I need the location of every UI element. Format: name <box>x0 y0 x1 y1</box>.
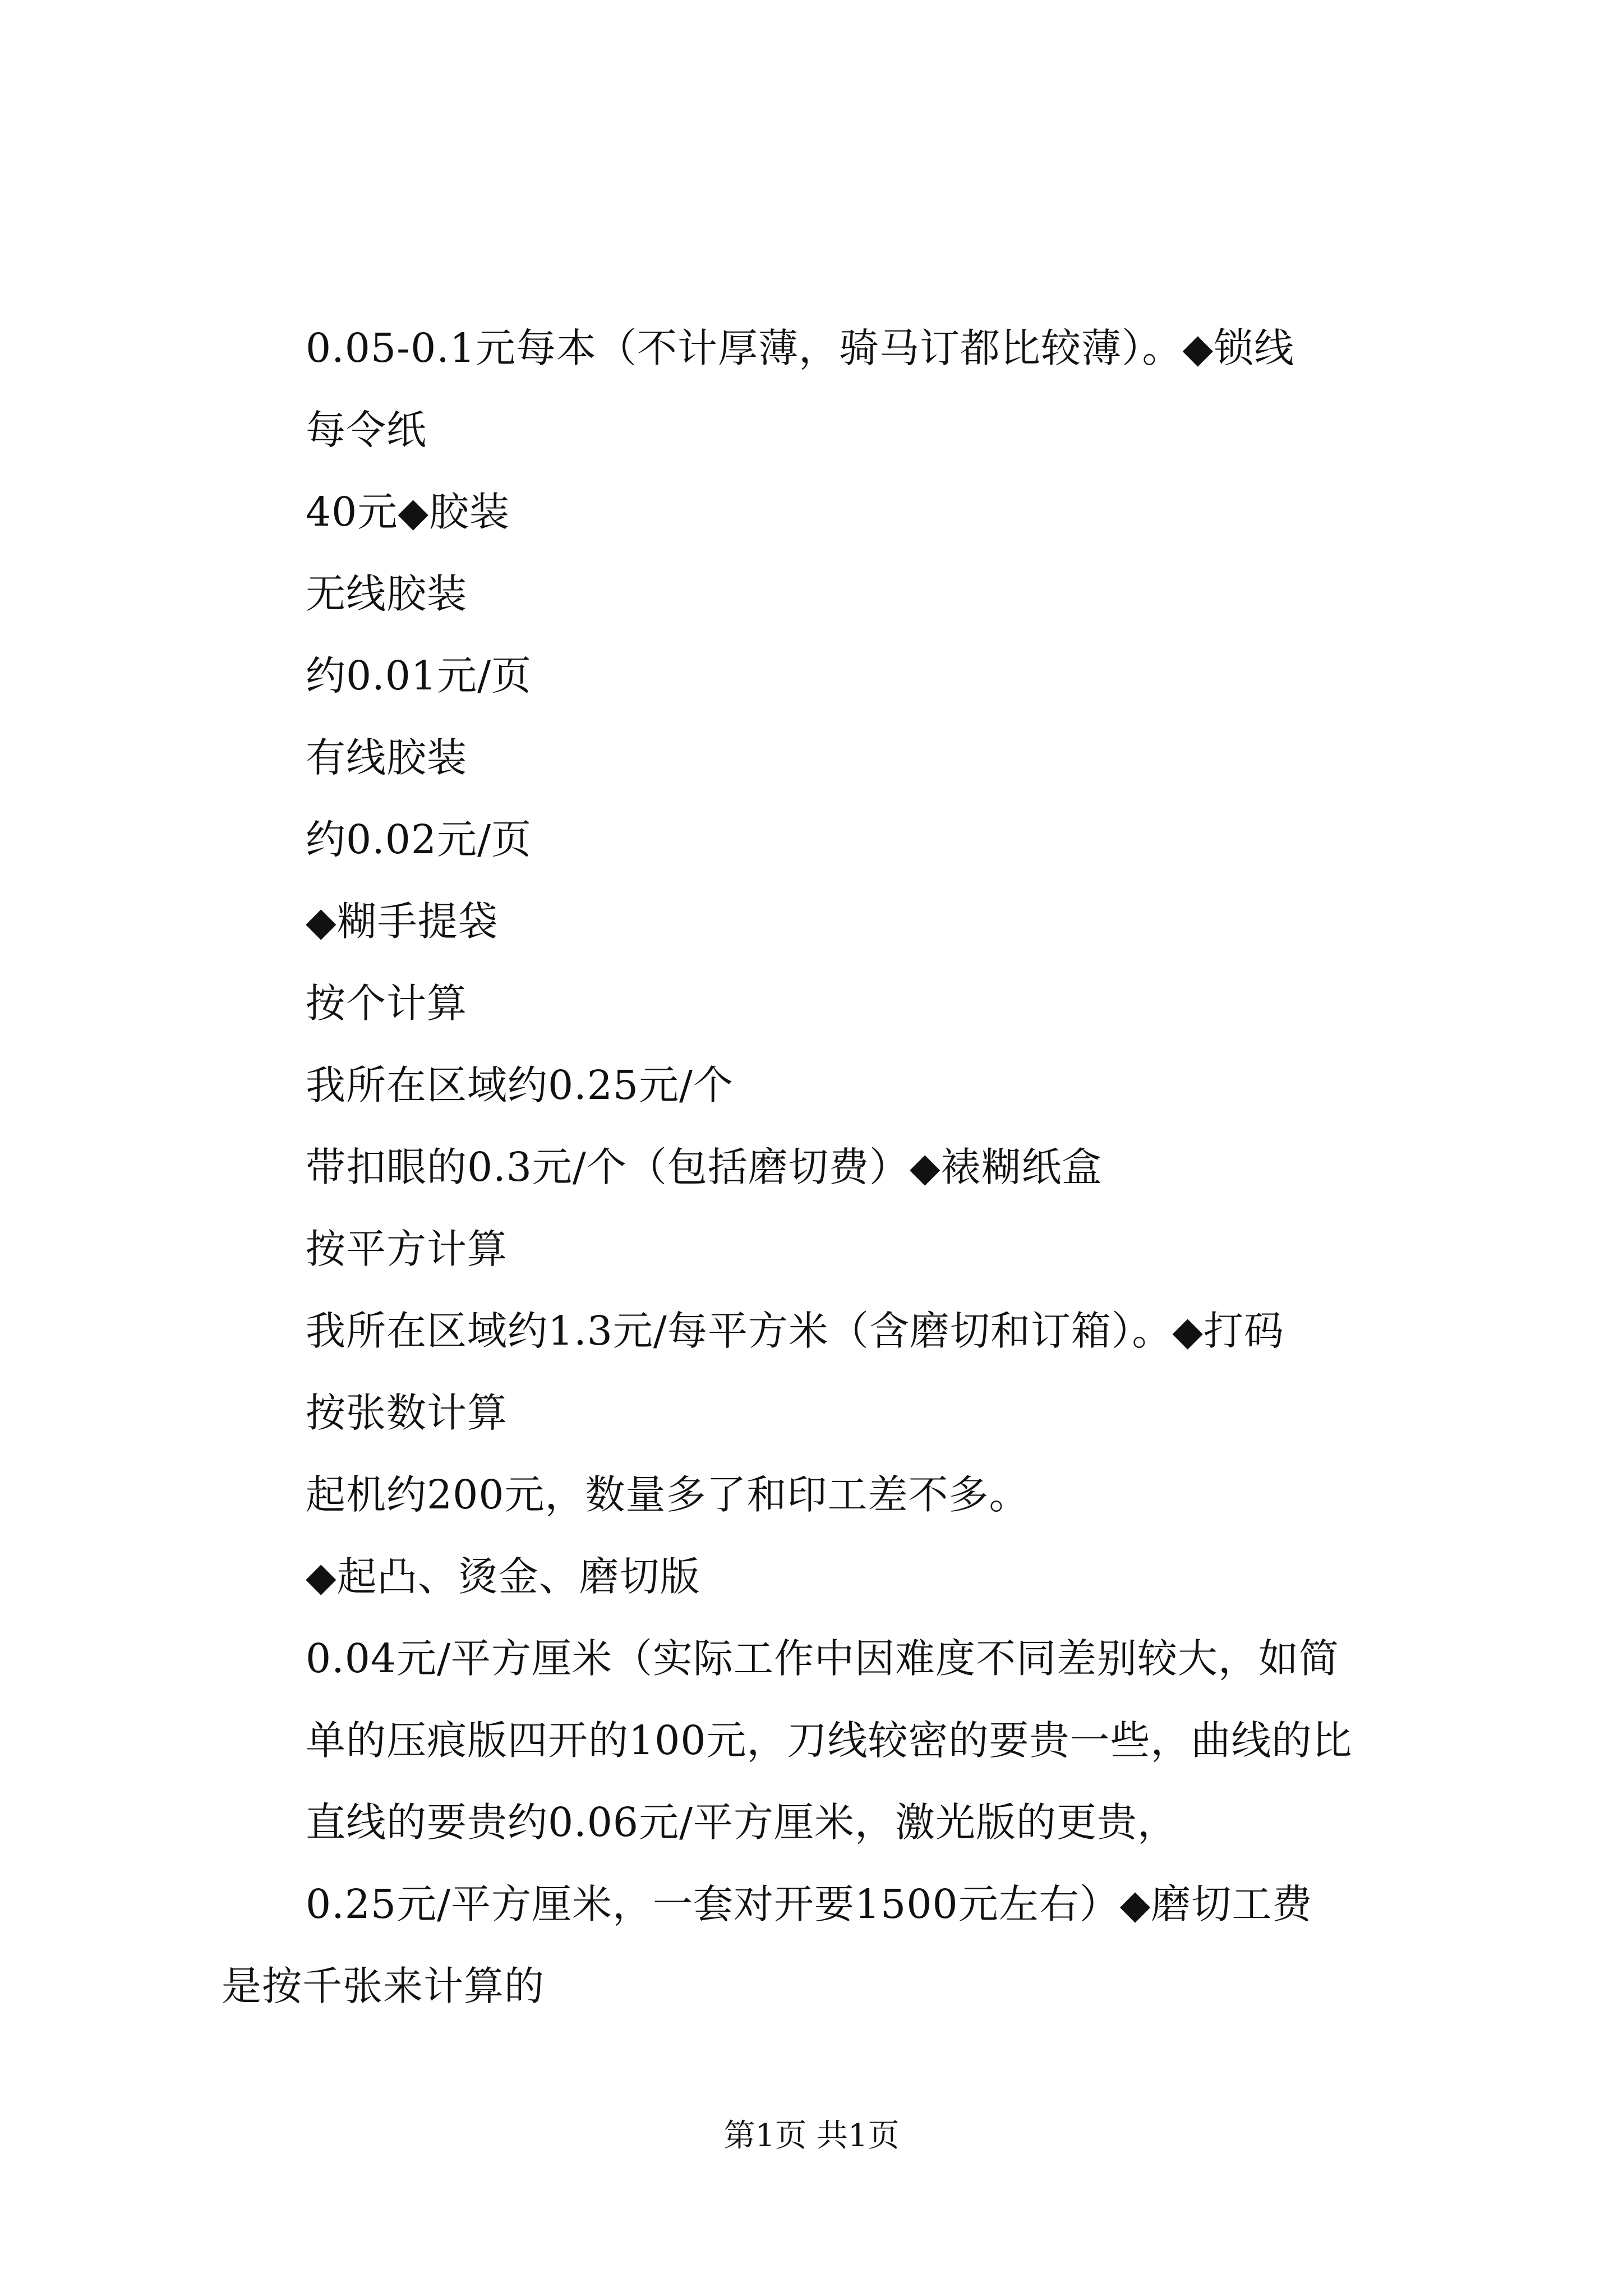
text-line: 每令纸 <box>306 407 427 453</box>
text-line: 我所在区域约0.25元/个 <box>306 1062 734 1108</box>
text-line: 无线胶装 <box>306 570 468 617</box>
text-line: 约0.01元/页 <box>306 652 532 699</box>
text-line: 带扣眼的0.3元/个（包括磨切费）◆裱糊纸盒 <box>306 1144 1103 1190</box>
text-line: 直线的要贵约0.06元/平方厘米，激光版的更贵， <box>306 1799 1178 1846</box>
page-footer: 第1页 共1页 <box>723 2118 900 2154</box>
text-line: 我所在区域约1.3元/每平方米（含磨切和订箱）。◆打码 <box>306 1308 1284 1354</box>
text-line: 按个计算 <box>306 980 468 1027</box>
text-line: ◆起凸、烫金、磨切版 <box>306 1553 700 1600</box>
text-line: 0.05-0.1元每本（不计厚薄，骑马订都比较薄）。◆锁线 <box>306 325 1295 371</box>
text-line: 是按千张来计算的 <box>222 1963 545 2009</box>
text-line: 起机约200元，数量多了和印工差不多。 <box>306 1471 1030 1518</box>
text-line: 按平方计算 <box>306 1226 508 1272</box>
text-line: ◆糊手提袋 <box>306 898 499 945</box>
text-line: 按张数计算 <box>306 1389 508 1436</box>
text-line: 0.04元/平方厘米（实际工作中因难度不同差别较大，如简 <box>306 1635 1340 1682</box>
document-body <box>222 307 1441 2027</box>
text-line: 40元◆胶装 <box>306 489 510 535</box>
text-line: 单的压痕版四开的100元，刀线较密的要贵一些，曲线的比 <box>306 1717 1353 1764</box>
text-line: 0.25元/平方厘米，一套对开要1500元左右）◆磨切工费 <box>306 1881 1313 1927</box>
text-line: 约0.02元/页 <box>306 816 532 863</box>
text-line: 有线胶装 <box>306 734 468 781</box>
